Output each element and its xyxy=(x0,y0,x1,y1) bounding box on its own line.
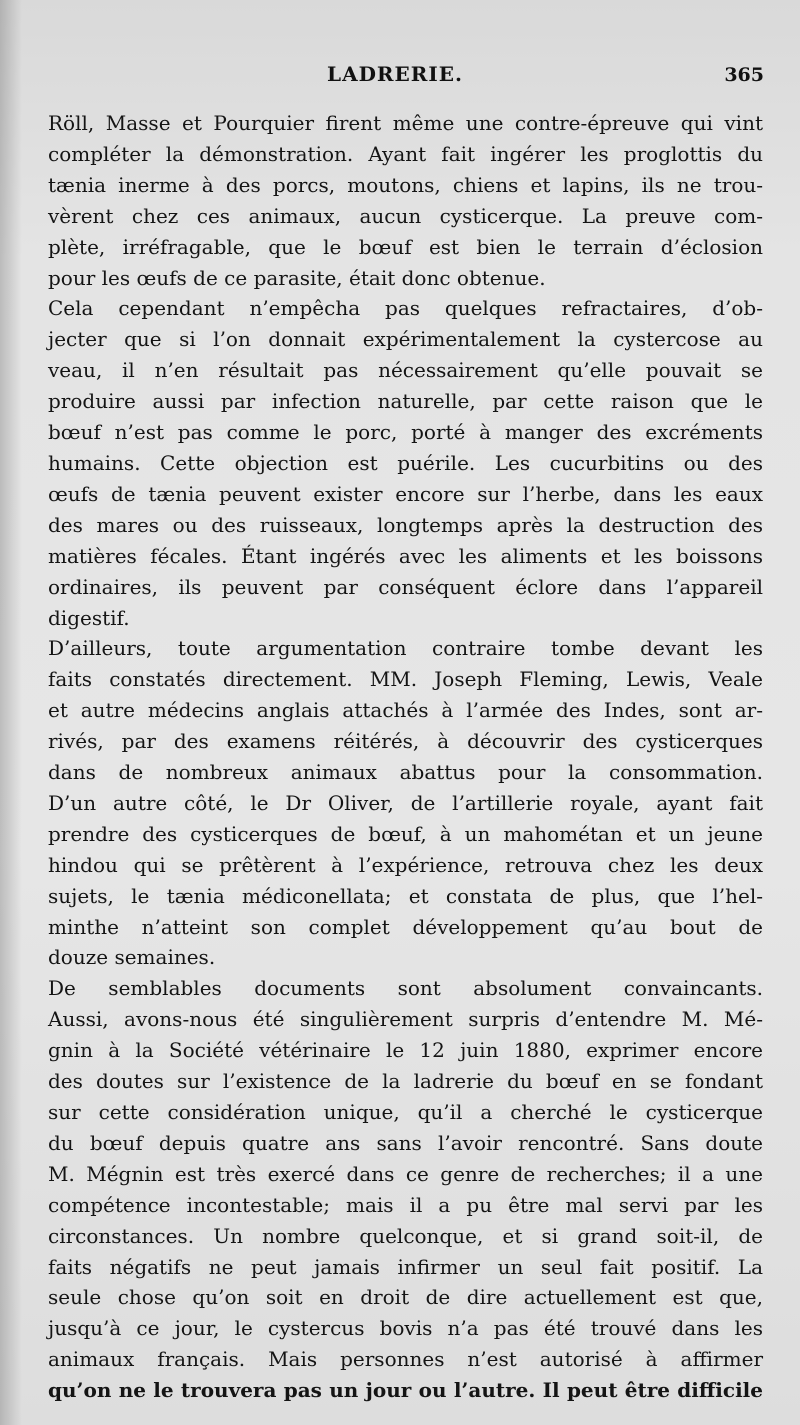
text-line: circonstances. Un nombre quelconque, et si grand soit-il, de xyxy=(48,1223,763,1248)
text-line: bœuf n’est pas comme le porc, porté à manger des excréments xyxy=(48,420,763,445)
text-line: vèrent chez ces animaux, aucun cysticerque. La preuve com- xyxy=(48,203,763,228)
page-number: 365 xyxy=(724,64,764,86)
text-line: rivés, par des examens réitérés, à découvrir des cysticerques xyxy=(48,729,763,754)
text-line: du bœuf depuis quatre ans sans l’avoir rencontré. Sans doute xyxy=(48,1130,763,1155)
text-line: sujets, le tænia médiconellata; et constata de plus, que l’hel- xyxy=(48,883,763,908)
text-line: D’ailleurs, toute argumentation contraire tombe devant les xyxy=(48,636,763,661)
text-line: seule chose qu’on soit en droit de dire actuellement est que, xyxy=(48,1285,763,1310)
text-line: œufs de tænia peuvent exister encore sur l’herbe, dans les eaux xyxy=(48,481,763,506)
text-line: compléter la démonstration. Ayant fait ingérer les proglottis du xyxy=(48,141,763,166)
body-text xyxy=(48,108,763,1406)
text-line: jusqu’à ce jour, le cystercus bovis n’a pas été trouvé dans les xyxy=(48,1316,763,1341)
text-line: De semblables documents sont absolument convaincants. xyxy=(48,976,763,1001)
text-line: et autre médecins anglais attachés à l’armée des Indes, sont ar- xyxy=(48,698,763,723)
text-line: qu’on ne le trouvera pas un jour ou l’autre. Il peut être difficile xyxy=(48,1378,763,1403)
text-line: Cela cependant n’empêcha pas quelques refractaires, d’ob- xyxy=(48,296,763,321)
paragraph-3 xyxy=(48,633,763,973)
text-line: dans de nombreux animaux abattus pour la consommation. xyxy=(48,760,763,785)
text-line: Röll, Masse et Pourquier firent même une contre-épreuve qui vint xyxy=(48,111,763,135)
text-line: des doutes sur l’existence de la ladrerie du bœuf en se fondant xyxy=(48,1069,763,1094)
text-line: minthe n’atteint son complet développement qu’au bout de xyxy=(48,914,763,939)
text-line: ordinaires, ils peuvent par conséquent éclore dans l’appareil xyxy=(48,574,763,599)
text-line: des mares ou des ruisseaux, longtemps après la destruction des xyxy=(48,512,763,537)
text-line: pour les œufs de ce parasite, était donc obtenue. xyxy=(48,265,546,290)
page-header xyxy=(0,60,800,92)
page-edge-shadow xyxy=(0,0,22,1425)
text-line: faits constatés directement. MM. Joseph Fleming, Lewis, Veale xyxy=(48,667,763,692)
text-line: matières fécales. Étant ingérés avec les aliments et les boissons xyxy=(48,543,763,568)
paragraph-4 xyxy=(48,973,763,1406)
text-line: D’un autre côté, le Dr Oliver, de l’artillerie royale, ayant fait xyxy=(48,790,763,815)
text-line: prendre des cysticerques de bœuf, à un mahométan et un jeune xyxy=(48,821,763,846)
text-line: digestif. xyxy=(48,605,130,630)
text-line: M. Mégnin est très exercé dans ce genre de recherches; il a une xyxy=(48,1161,763,1186)
text-line: sur cette considération unique, qu’il a cherché le cysticerque xyxy=(48,1100,763,1124)
paragraph-2 xyxy=(48,293,763,633)
text-line: jecter que si l’on donnait expérimentalement la cystercose au xyxy=(48,327,763,352)
text-line: douze semaines. xyxy=(48,945,216,970)
paragraph-1 xyxy=(48,108,763,293)
text-line: gnin à la Société vétérinaire le 12 juin 1880, exprimer encore xyxy=(48,1038,763,1063)
text-line: plète, irréfragable, que le bœuf est bien le terrain d’éclosion xyxy=(48,234,763,259)
text-line: humains. Cette objection est puérile. Les cucurbitins ou des xyxy=(48,450,763,475)
text-line: hindou qui se prêtèrent à l’expérience, retrouva chez les deux xyxy=(48,852,763,877)
running-title: LADRERIE. xyxy=(327,62,463,86)
text-line: Aussi, avons-nous été singulièrement surpris d’entendre M. Mé- xyxy=(48,1007,763,1032)
text-line: veau, il n’en résultait pas nécessairement qu’elle pouvait se xyxy=(48,358,763,383)
text-line: animaux français. Mais personnes n’est autorisé à affirmer xyxy=(48,1347,763,1372)
text-line: produire aussi par infection naturelle, par cette raison que le xyxy=(48,389,763,414)
text-line: faits négatifs ne peut jamais infirmer un seul fait positif. La xyxy=(48,1254,763,1279)
text-line: tænia inerme à des porcs, moutons, chiens et lapins, ils ne trou- xyxy=(48,172,763,197)
text-line: compétence incontestable; mais il a pu être mal servi par les xyxy=(48,1192,763,1217)
